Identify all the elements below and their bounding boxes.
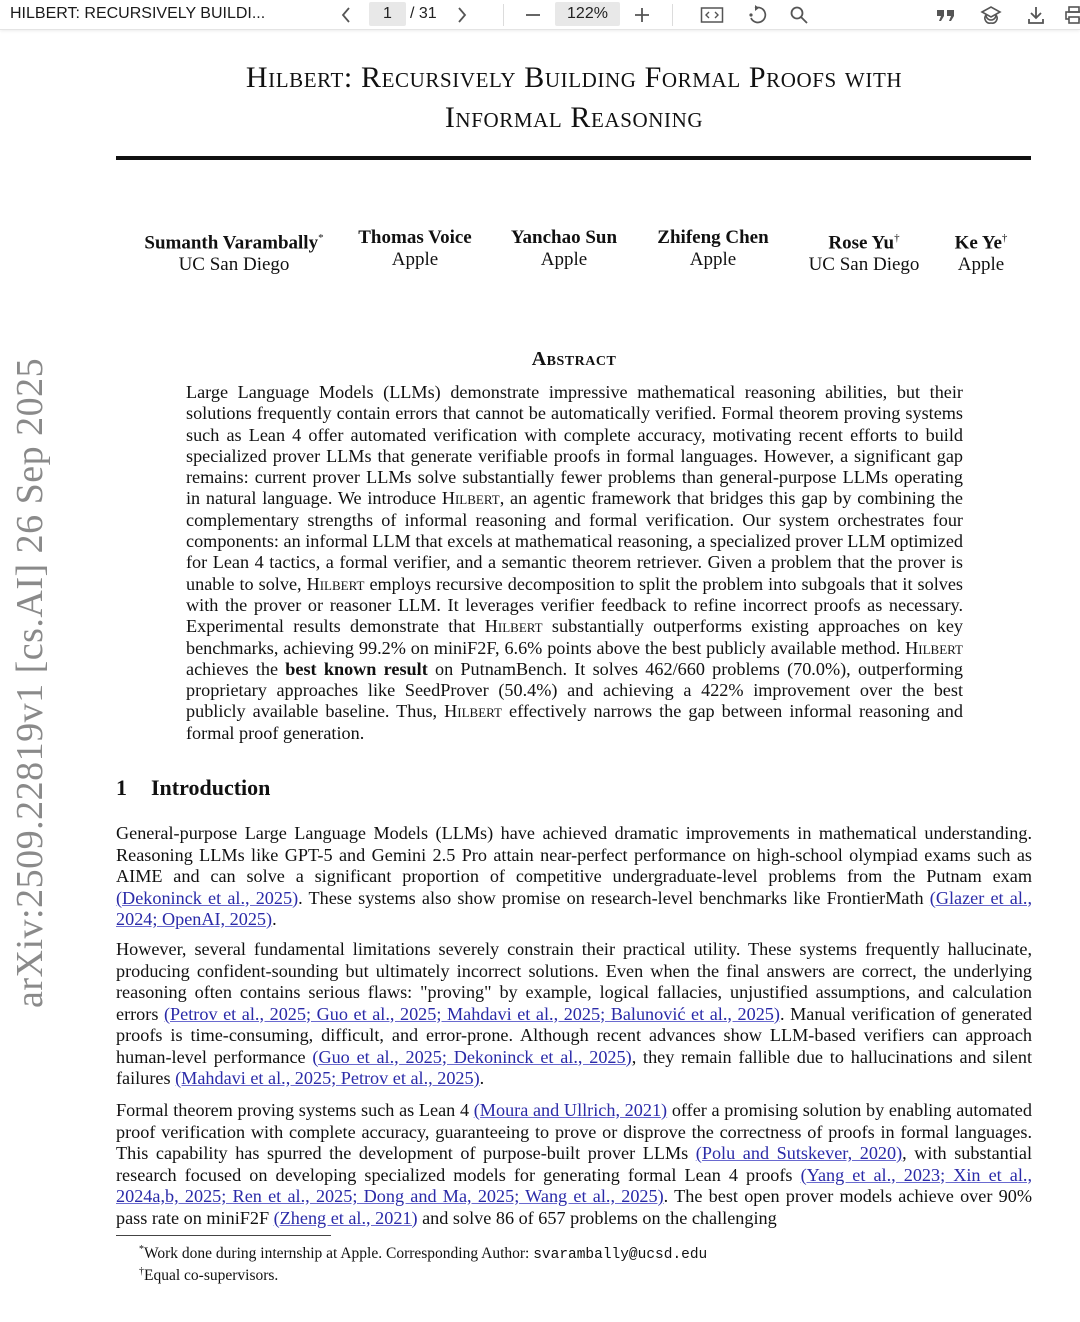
system-name: Hilbert — [444, 701, 502, 722]
download-button[interactable] — [1024, 3, 1048, 27]
zoom-in-button[interactable] — [631, 3, 653, 27]
system-name: Hilbert — [905, 637, 963, 658]
author-name: Ke Ye — [954, 232, 1002, 254]
citation-link[interactable]: (Yang et al., 2023; Xin et al., 2024a,b, 2025; Ren et al., 2025; Dong and Ma, 2025; Wang et al., 2025) — [116, 1164, 1032, 1206]
author-affiliation: Apple — [689, 249, 737, 270]
citation-link[interactable]: (Mahdavi et al., 2025; Petrov et al., 2025) — [175, 1068, 480, 1088]
zoom-out-button[interactable] — [522, 3, 544, 27]
author-mark: * — [318, 232, 324, 244]
author — [803, 227, 925, 276]
paragraph-text: , with substantial research focused on developing specialized models for generating formal Lean 4 proofs — [116, 1143, 1032, 1185]
author-name: Rose Yu — [828, 232, 895, 254]
page-number-input[interactable]: 1 — [369, 2, 406, 26]
author — [354, 227, 476, 271]
system-name: Hilbert — [484, 616, 543, 637]
citation-link[interactable]: (Zheng et al., 2021) — [273, 1207, 418, 1228]
paragraph-text: Formal theorem proving systems such as Lean 4 — [116, 1100, 474, 1120]
citation-link[interactable]: (Glazer et al., 2024; OpenAI, 2025) — [116, 887, 1032, 929]
toolbar-divider — [503, 4, 504, 26]
author-mark: † — [1001, 232, 1008, 244]
author-name: Zhifeng Chen — [657, 227, 769, 248]
zoom-in-icon — [633, 6, 651, 24]
intro-paragraph-3 — [116, 1100, 1032, 1229]
abstract-text: effectively narrows the gap between informal reasoning and formal proof generation. — [186, 701, 963, 743]
author-name: Yanchao Sun — [510, 227, 618, 248]
download-icon — [1026, 5, 1046, 25]
cite-button[interactable] — [934, 3, 958, 27]
zoom-level-input[interactable]: 122% — [555, 2, 620, 26]
footnote-mark: * — [139, 1244, 144, 1255]
section-number: 1 — [116, 775, 127, 800]
paragraph-text: However, several fundamental limitations severely constrain their practical utility. These systems frequently hallucinate, producing confident-sounding but ultimately incorrect solutions. Even when the final answers are correct, the underlying reasoning often contains serious flaws: "proving" by example, logical fallacies, unjustified assumptions, and calculation errors — [116, 939, 1032, 1024]
paragraph-text: . The best open prover models achieve over 90% pass rate on miniF2F — [116, 1186, 1032, 1228]
title-rule — [116, 156, 1031, 160]
rotate-button[interactable] — [745, 3, 769, 27]
author-affiliation: Apple — [957, 254, 1005, 276]
footnote-mark: † — [139, 1266, 144, 1277]
paragraph-text: General-purpose Large Language Models (LLMs) have achieved dramatic improvements in mathematical understanding. Reasoning LLMs like GPT-5 and Gemini 2.5 Pro attain near-perfect performance on high-school olympiad exams such as AIME and can solve a significant proportion of competitive undergraduate-level problems from the Putnam exam — [116, 823, 1032, 886]
citation-link[interactable]: (Guo et al., 2025; Dekoninck et al., 2025) — [312, 1046, 632, 1067]
author-name: Sumanth Varambally — [144, 232, 319, 254]
abstract-text: Large Language Models (LLMs) demonstrate impressive mathematical reasoning abilities, but their solutions frequently contain errors that cannot be automatically verified. Formal theorem proving systems such as Lean 4 offer automated verification with complete accuracy, motivating recent efforts to build specialized prover LLMs that generate verifiable proofs in formal languages. However, a significant gap remains: current prover LLMs solve substantially fewer problems than general-purpose LLMs operating in natural language. We introduce — [186, 382, 963, 509]
author — [140, 227, 328, 276]
chevron-right-icon — [456, 6, 468, 24]
scholar-button[interactable] — [979, 3, 1003, 27]
print-icon — [1064, 5, 1080, 25]
zoom-out-icon — [524, 6, 542, 24]
footnote-rule — [116, 1235, 331, 1236]
paragraph-text: offer a promising solution by enabling automated proof verification with complete accuracy, guaranteeing to prove or disprove the correctness of proofs in formal languages. This capability has spurred the development of purpose-built prover LLMs — [116, 1100, 1032, 1163]
intro-paragraph-1 — [116, 823, 1032, 931]
footnote-text: Equal co-supervisors. — [144, 1267, 279, 1285]
section-heading — [116, 775, 270, 801]
citation-link[interactable]: (Petrov et al., 2025; Guo et al., 2025; Mahdavi et al., 2025; Balunović et al., 2025) — [164, 1003, 780, 1024]
abstract-heading: Abstract — [531, 348, 617, 370]
fit-page-button[interactable] — [699, 3, 725, 27]
footnote-2 — [139, 1262, 278, 1286]
paragraph-text: . Manual verification of generated proofs is time-consuming, difficult, and error-prone. Although recent advances show LLM-based verifiers can approach human-level performance — [116, 1003, 1032, 1067]
cite-icon — [935, 6, 957, 24]
abstract-text: substantially outperforms existing approaches on key benchmarks, achieving 99.2% on miniF2F, 6.6% points above the best publicly available method. — [186, 616, 963, 658]
abstract-text: , an agentic framework that bridges this gap by combining the complementary strengths of informal reasoning and formal verification. Our system orchestrates four components: an informal LLM that excels at mathematical reasoning, a specialized prover LLM optimized for Lean 4 tactics, a formal verifier, and a semantic theorem retriever. Given a problem that the prover is unable to solve, — [186, 488, 963, 594]
paragraph-text: . These systems also show promise on research-level benchmarks like FrontierMath — [298, 887, 930, 908]
document-title: HILBERT: RECURSIVELY BUILDI... — [10, 5, 266, 22]
pdf-page — [0, 30, 1080, 1322]
author-name: Thomas Voice — [358, 227, 472, 248]
abstract-body — [186, 382, 963, 744]
citation-link[interactable]: (Polu and Sutskever, 2020) — [695, 1143, 903, 1163]
author — [952, 227, 1010, 276]
paragraph-text: and solve 86 of 657 problems on the challenging — [417, 1207, 777, 1228]
page-total: / 31 — [410, 5, 437, 22]
author-email: svarambally@ucsd.edu — [533, 1247, 708, 1264]
author — [506, 227, 622, 271]
author — [652, 227, 774, 271]
author-list — [130, 227, 1030, 277]
author-mark: † — [894, 232, 900, 244]
scholar-icon — [980, 4, 1002, 26]
chevron-left-icon — [340, 6, 352, 24]
paragraph-text: . — [272, 909, 277, 929]
rotate-icon — [746, 4, 768, 26]
abstract-text: employs recursive decomposition to split the problem into subgoals that it solves with the prover or reasoner LLM. It leverages verifier feedback to refine incorrect proofs as necessary. Experimental results demonstrate that — [186, 573, 963, 637]
next-page-button[interactable] — [452, 3, 472, 27]
previous-page-button[interactable] — [336, 3, 356, 27]
search-button[interactable] — [788, 3, 810, 27]
abstract-text: achieves the — [186, 658, 286, 679]
author-affiliation: Apple — [391, 249, 439, 270]
citation-link[interactable]: (Dekoninck et al., 2025) — [116, 887, 299, 908]
citation-link[interactable]: (Moura and Ullrich, 2021) — [473, 1100, 668, 1120]
system-name: Hilbert — [441, 488, 500, 509]
footnote-text: Work done during internship at Apple. Corresponding Author: — [144, 1245, 534, 1263]
section-title: Introduction — [151, 775, 271, 800]
paragraph-text: , they remain fallible due to hallucinations and silent failures — [116, 1046, 1033, 1088]
author-affiliation: UC San Diego — [178, 254, 290, 276]
abstract-bold-text: best known result — [285, 658, 428, 679]
paragraph-text: . — [479, 1068, 485, 1088]
print-button[interactable] — [1064, 3, 1080, 27]
intro-paragraph-2 — [116, 939, 1032, 1090]
toolbar-divider — [672, 4, 673, 26]
paper-title-line-2: Informal Reasoning — [444, 101, 704, 134]
fit-page-icon — [700, 6, 724, 24]
author-affiliation: Apple — [540, 249, 588, 270]
paper-title-line-1: Hilbert: Recursively Building Formal Proofs with — [245, 61, 903, 94]
abstract-text: on PutnamBench. It solves 462/660 problems (70.0%), outperforming proprietary approaches like SeedProver (50.4%) and achieving a 422% improvement over the best publicly available baseline. Thus, — [186, 658, 963, 722]
search-icon — [789, 5, 809, 25]
system-name: Hilbert — [306, 573, 365, 594]
pdf-toolbar — [0, 0, 1080, 30]
author-affiliation: UC San Diego — [808, 254, 920, 276]
arxiv-identifier-stamp: arXiv:2509.22819v1 [cs.AI] 26 Sep 2025 — [9, 357, 51, 1008]
